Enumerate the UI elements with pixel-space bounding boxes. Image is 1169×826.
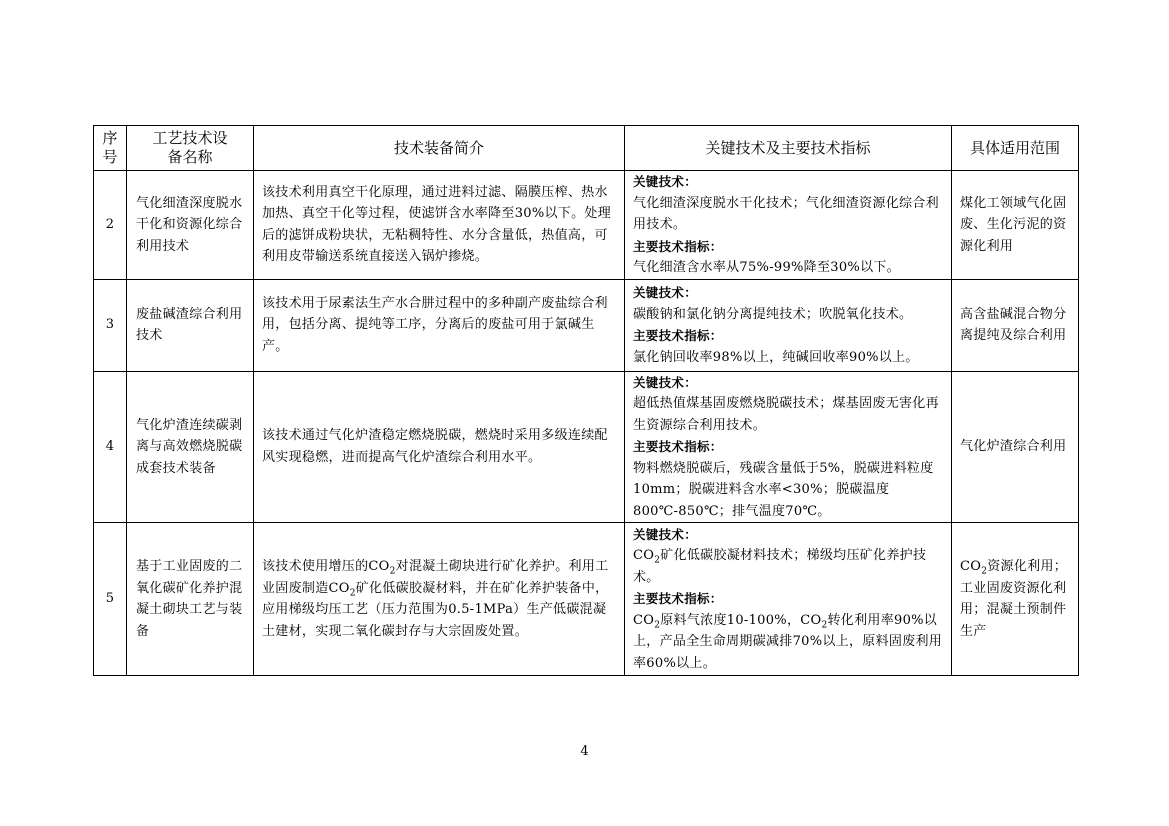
indicator-text: 物料燃烧脱碳后，残碳含量低于5%，脱碳进料粒度 10mm；脱碳进料含水率<30%；脱碳温度800℃-850℃；排气温度70℃。 bbox=[633, 460, 934, 519]
key-tech-label: 关键技术： bbox=[633, 374, 698, 390]
intro-text: 对混凝土砌块进行矿化养护。利用工业固废制造CO bbox=[262, 559, 609, 596]
scope-text: CO bbox=[960, 559, 982, 574]
subscript: 2 bbox=[349, 588, 356, 599]
row-scope: 气化炉渣综合利用 bbox=[952, 371, 1079, 523]
row-scope bbox=[952, 523, 1079, 676]
key-tech-text: 碳酸钠和氯化钠分离提纯技术；吹脱氧化技术。 bbox=[633, 306, 913, 322]
page-number: 4 bbox=[580, 744, 589, 759]
key-text: 矿化低碳胶凝材料技术；梯级均压矿化养护技术。 bbox=[633, 548, 927, 585]
indicator-part: 原料气浓度10-100%，CO bbox=[660, 612, 822, 628]
row-name: 气化细渣深度脱水干化和资源化综合利用技术 bbox=[127, 171, 254, 280]
header-name: 工艺技术设备名称 bbox=[127, 126, 254, 171]
row-scope: 高含盐碱混合物分离提纯及综合利用 bbox=[952, 279, 1079, 371]
row-key-indicators bbox=[625, 371, 952, 523]
subscript: 2 bbox=[821, 620, 828, 631]
indicator-label: 主要技术指标： bbox=[633, 238, 723, 254]
header-intro: 技术装备简介 bbox=[254, 126, 625, 171]
row-name: 基于工业固废的二氧化碳矿化养护混凝土砌块工艺与装备 bbox=[127, 523, 254, 676]
key-tech-label: 关键技术： bbox=[633, 285, 698, 300]
indicator-label: 主要技术指标： bbox=[633, 328, 723, 343]
table-row bbox=[94, 523, 1079, 676]
table-row bbox=[94, 279, 1079, 371]
key-tech-text: 气化细渣深度脱水干化技术；气化细渣资源化综合利用技术。 bbox=[633, 195, 939, 232]
header-key: 关键技术及主要技术指标 bbox=[625, 126, 952, 171]
table-header-row bbox=[94, 126, 1079, 171]
technology-table bbox=[93, 125, 1079, 676]
indicator-label: 主要技术指标： bbox=[633, 591, 723, 607]
row-intro: 该技术通过气化炉渣稳定燃烧脱碳，燃烧时采用多级连续配风实现稳燃，进而提高气化炉渣综合利用水平。 bbox=[254, 371, 625, 523]
row-name: 气化炉渣连续碳剥离与高效燃烧脱碳成套技术装备 bbox=[127, 371, 254, 523]
indicator-text: 氯化钠回收率98%以上，纯碱回收率90%以上。 bbox=[633, 349, 919, 365]
row-name: 废盐碱渣综合利用技术 bbox=[127, 279, 254, 371]
intro-text: 矿化低碳胶凝材料，并在矿化养护装备中，应用梯级均压工艺（压力范围为0.5-1MPa）生产低碳混凝土建材，实现二氧化碳封存与大宗固废处置。 bbox=[262, 580, 609, 639]
row-key-indicators bbox=[625, 279, 952, 371]
row-no: 4 bbox=[94, 371, 127, 523]
scope-text: 资源化利用；工业固废资源化利用；混凝土预制件生产 bbox=[960, 559, 1068, 639]
table-row bbox=[94, 371, 1079, 523]
row-no: 5 bbox=[94, 523, 127, 676]
header-scope: 具体适用范围 bbox=[952, 126, 1079, 171]
key-tech-text: 超低热值煤基固废燃烧脱碳技术；煤基固废无害化再生资源综合利用技术。 bbox=[633, 396, 939, 433]
subscript: 2 bbox=[654, 620, 661, 631]
row-intro bbox=[254, 523, 625, 676]
indicator-label: 主要技术指标： bbox=[633, 439, 723, 454]
row-key-indicators bbox=[625, 171, 952, 280]
key-tech-label: 关键技术： bbox=[633, 174, 698, 189]
row-key-indicators bbox=[625, 523, 952, 676]
indicator-part: CO bbox=[633, 612, 655, 628]
row-intro: 该技术用于尿素法生产水合肼过程中的多种副产废盐综合利用，包括分离、提纯等工序，分离后的废盐可用于氯碱生产。 bbox=[254, 279, 625, 371]
intro-text: 该技术使用增压的CO bbox=[262, 559, 390, 574]
key-tech-text bbox=[633, 545, 946, 588]
indicator-text bbox=[633, 610, 946, 675]
key-tech-label: 关键技术： bbox=[633, 526, 698, 542]
subscript: 2 bbox=[389, 566, 396, 577]
row-no: 2 bbox=[94, 171, 127, 280]
row-scope: 煤化工领域气化固废、生化污泥的资源化利用 bbox=[952, 171, 1079, 280]
row-intro: 该技术利用真空干化原理，通过进料过滤、隔膜压榨、热水加热、真空干化等过程，使滤饼含水率降至30%以下。处理后的滤饼成粉块状，无粘稠特性、水分含量低，热值高，可利用皮带输送系统直接送入锅炉掺烧。 bbox=[254, 171, 625, 280]
header-no: 序号 bbox=[94, 126, 127, 171]
indicator-text: 气化细渣含水率从75%-99%降至30%以下。 bbox=[633, 260, 900, 275]
key-text: CO bbox=[633, 548, 655, 564]
indicator-part: 转化利用率90%以上，产品全生命周期碳减排70%以上，原料固废利用率60%以上。 bbox=[633, 612, 943, 671]
subscript: 2 bbox=[654, 555, 661, 566]
subscript: 2 bbox=[981, 566, 988, 577]
row-no: 3 bbox=[94, 279, 127, 371]
table-row bbox=[94, 171, 1079, 280]
